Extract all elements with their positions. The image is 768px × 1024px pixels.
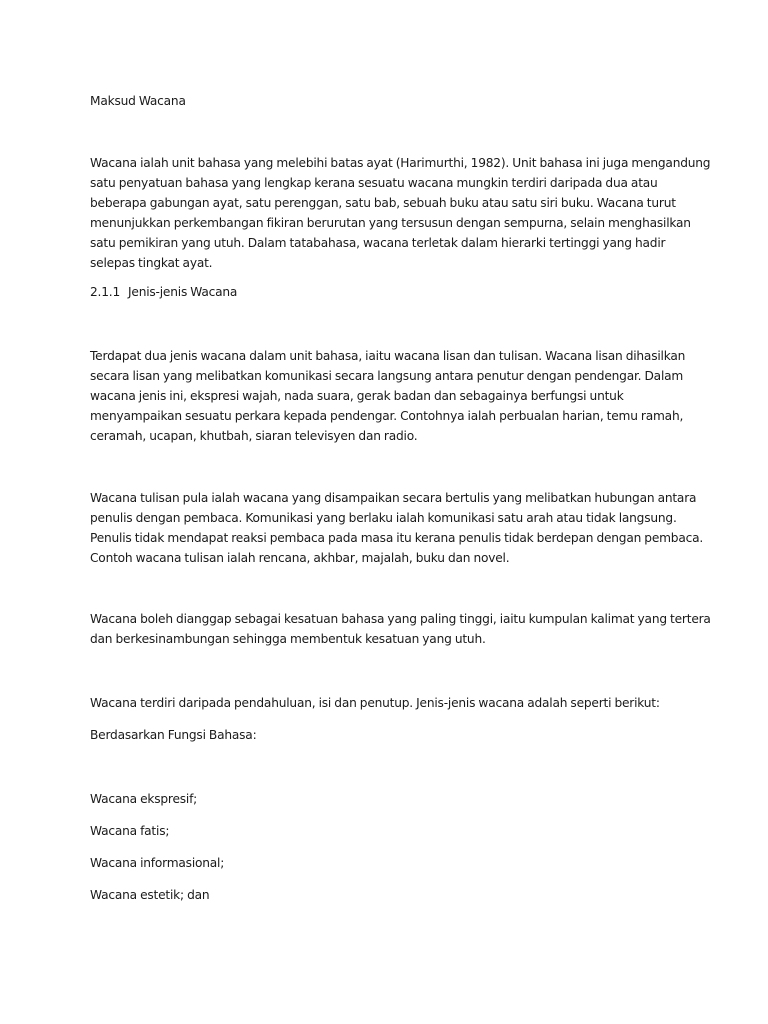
paragraph-structure: Wacana terdiri daripada pendahuluan, isi dan penutup. Jenis-jenis wacana adalah seperti berikut:	[90, 696, 660, 710]
section-title: Jenis-jenis Wacana	[128, 285, 238, 299]
text-line: beberapa gabungan ayat, satu perenggan, satu bab, sebuah buku atau satu siri buku. Wacana turut	[90, 196, 676, 210]
list-item: Wacana fatis;	[90, 824, 170, 838]
list-item: Wacana informasional;	[90, 856, 225, 870]
paragraph-unity	[90, 609, 711, 649]
list-item: Wacana estetik; dan	[90, 888, 210, 902]
text-line: selepas tingkat ayat.	[90, 256, 213, 270]
text-line: secara lisan yang melibatkan komunikasi secara langsung antara penutur dengan pendengar. Dalam	[90, 369, 684, 383]
text-line: Wacana tulisan pula ialah wacana yang disampaikan secara bertulis yang melibatkan hubungan antara	[90, 491, 697, 505]
text-line: satu pemikiran yang utuh. Dalam tatabahasa, wacana terletak dalam hierarki tertinggi yang hadir	[90, 236, 666, 250]
text-line: penulis dengan pembaca. Komunikasi yang berlaku ialah komunikasi satu arah atau tidak langsung.	[90, 511, 677, 525]
text-line: dan berkesinambungan sehingga membentuk kesatuan yang utuh.	[90, 632, 486, 646]
section-heading	[90, 282, 690, 302]
paragraph-spoken	[90, 346, 690, 446]
section-number: 2.1.1	[90, 285, 121, 299]
text-line: menyampaikan sesuatu perkara kepada pendengar. Contohnya ialah perbualan harian, temu ramah,	[90, 409, 684, 423]
text-line: Wacana boleh dianggap sebagai kesatuan bahasa yang paling tinggi, iaitu kumpulan kalimat yang tertera	[90, 612, 711, 626]
text-line: ceramah, ucapan, khutbah, siaran televisyen dan radio.	[90, 429, 418, 443]
text-line: Terdapat dua jenis wacana dalam unit bahasa, iaitu wacana lisan dan tulisan. Wacana lisan dihasilkan	[90, 349, 686, 363]
paragraph-written	[90, 488, 704, 568]
paragraph-definition	[90, 153, 711, 273]
subheading: Berdasarkan Fungsi Bahasa:	[90, 728, 257, 742]
text-line: Wacana ialah unit bahasa yang melebihi batas ayat (Harimurthi, 1982). Unit bahasa ini juga mengandung	[90, 156, 711, 170]
text-line: menunjukkan perkembangan fikiran berurutan yang tersusun dengan sempurna, selain menghasilkan	[90, 216, 691, 230]
list-item: Wacana ekspresif;	[90, 792, 198, 806]
document-title: Maksud Wacana	[90, 94, 186, 108]
text-line: satu penyatuan bahasa yang lengkap kerana sesuatu wacana mungkin terdiri daripada dua atau	[90, 176, 658, 190]
text-line: Penulis tidak mendapat reaksi pembaca pada masa itu kerana penulis tidak berdepan dengan pembaca.	[90, 531, 704, 545]
text-line: Contoh wacana tulisan ialah rencana, akhbar, majalah, buku dan novel.	[90, 551, 510, 565]
text-line: wacana jenis ini, ekspresi wajah, nada suara, gerak badan dan sebagainya berfungsi untuk	[90, 389, 624, 403]
